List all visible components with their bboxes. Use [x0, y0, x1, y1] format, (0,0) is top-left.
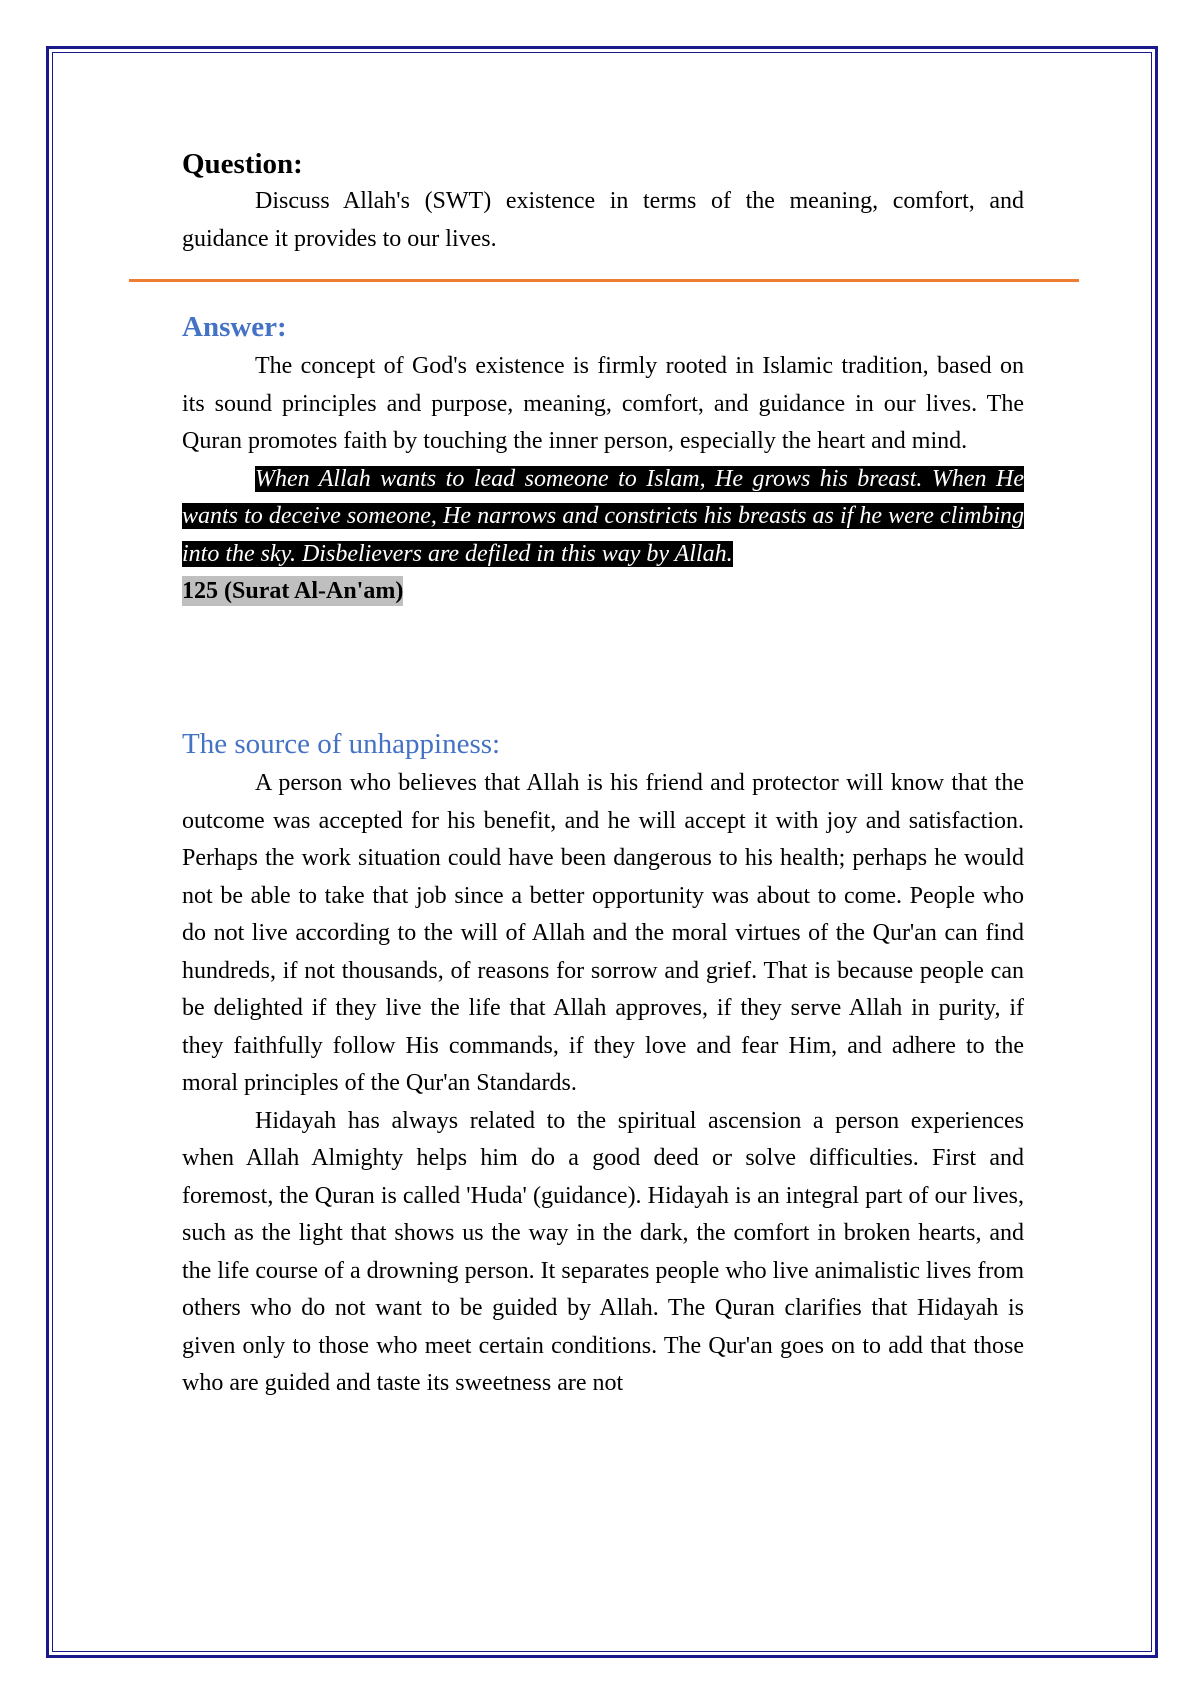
question-heading: Question: [182, 148, 303, 180]
quote-reference-text: 125 (Surat Al-An'am) [182, 578, 404, 604]
answer-paragraph: The concept of God's existence is firmly rooted in Islamic tradition, based on its sound principles and purpose, meaning, comfort, and guidance in our lives. The Quran promotes faith by touching the inner person, especially the heart and mind. [182, 353, 1024, 454]
source-heading: The source of unhappiness: [182, 728, 501, 760]
source-paragraph-2: Hidayah has always related to the spiritual ascension a person experiences when Allah Almighty helps him do a good deed or solve difficulties. First and foremost, the Quran is called 'Huda' (guidance). Hidayah is an integral part of our lives, such as the light that shows us the way in the dark, the comfort in broken hearts, and the life course of a drowning person. It separates people who live animalistic lives from others who do not want to be guided by Allah. The Quran clarifies that Hidayah is given only to those who meet certain conditions. The Qur'an goes on to add that those who are guided and taste its sweetness are not [182, 1107, 1024, 1396]
quote-reference [182, 573, 1024, 611]
quran-quote-text: When Allah wants to lead someone to Islam, He grows his breast. When He wants to deceive someone, He narrows and constricts his breasts as if he were climbing into the sky. Disbelievers are defiled in this way by Allah. [182, 465, 1024, 567]
answer-section [182, 306, 1024, 611]
source-section [182, 723, 1024, 1403]
answer-heading: Answer: [182, 311, 287, 343]
question-text: Discuss Allah's (SWT) existence in terms of the meaning, comfort, and guidance it provides to our lives. [182, 188, 1024, 252]
quran-quote [182, 461, 1024, 574]
question-section [182, 145, 1024, 258]
source-paragraph-1: A person who believes that Allah is his friend and protector will know that the outcome was accepted for his benefit, and he will accept it with joy and satisfaction. Perhaps the work situation could have been dangerous to his health; perhaps he would not be able to take that job since a better opportunity was about to come. People who do not live according to the will of Allah and the moral virtues of the Qur'an can find hundreds, if not thousands, of reasons for sorrow and grief. That is because people can be delighted if they live the life that Allah approves, if they serve Allah in purity, if they faithfully follow His commands, if they love and fear Him, and adhere to the moral principles of the Qur'an Standards. [182, 770, 1024, 1096]
section-divider [129, 279, 1079, 282]
